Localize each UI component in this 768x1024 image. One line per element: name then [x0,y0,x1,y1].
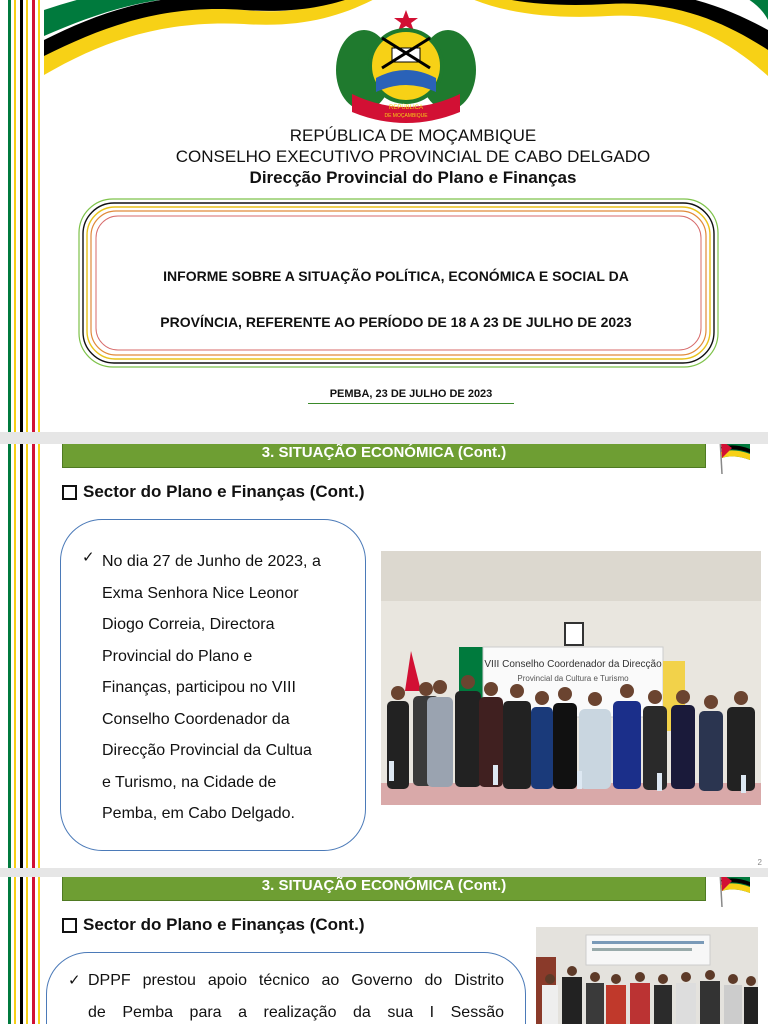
flag-color-stripes [0,444,48,868]
photo-banner-text-1: VIII Conselho Coordenador da Direcção [484,659,662,670]
checkmark-icon: ✓ [82,549,95,566]
subsection-title: Sector do Plano e Finanças (Cont.) [83,482,365,501]
mozambique-flag-icon [714,877,754,909]
flag-ribbon-right [438,0,768,90]
checkbox-bullet-icon [62,918,77,933]
subsection-heading [62,915,364,935]
checkmark-icon: ✓ [68,972,81,989]
svg-text:DE MOÇAMBIQUE: DE MOÇAMBIQUE [384,113,428,119]
bullet-line: DPPF prestou apoio técnico ao Governo do Distrito [88,972,504,989]
slide-page-3 [0,877,768,1024]
report-date: PEMBA, 23 DE JULHO DE 2023 [308,388,514,404]
cover-page [0,0,768,432]
section-title-bar: 3. SITUAÇÃO ECONÓMICA (Cont.) [62,877,706,901]
council-name: CONSELHO EXECUTIVO PROVINCIAL DE CABO DELGADO [175,147,651,166]
directorate-name: Direcção Provincial do Plano e Finanças [249,168,577,187]
flag-color-stripes [0,0,48,432]
bullet-line: Provincial do Plano e [102,647,253,665]
mozambique-flag-icon [714,444,754,476]
subsection-heading [62,482,364,502]
bullet-line: Finanças, participou no VIII [102,679,296,696]
page-number: 2 [757,858,762,867]
bullet-line: No dia 27 de Junho de 2023, a [102,553,321,570]
subsection-title: Sector do Plano e Finanças (Cont.) [83,915,365,934]
country-name: REPÚBLICA DE MOÇAMBIQUE [289,126,537,145]
slide-page-2 [0,444,768,868]
checkbox-bullet-icon [62,485,77,500]
bullet-line: Pemba, em Cabo Delgado. [102,805,295,822]
event-photo [381,551,761,805]
bullet-line: Diogo Correia, Directora [102,616,275,633]
section-title-bar: 3. SITUAÇÃO ECONÓMICA (Cont.) [62,444,706,468]
bullet-line: Conselho Coordenador da [102,710,290,728]
mozambique-emblem [332,8,480,126]
svg-text:REPÚBLICA: REPÚBLICA [388,105,424,111]
bullet-paragraph [102,546,344,830]
bullet-line: e Turismo, na Cidade de [102,773,277,791]
report-title-line-2: PROVÍNCIA, REFERENTE AO PERÍODO DE 18 A 23 DE JULHO DE 2023 [160,314,632,330]
bullet-paragraph [88,965,504,1024]
bullet-line: de Pemba para a realização da sua I Sessão [88,1003,504,1021]
page-gap [0,432,768,444]
bullet-line: Direcção Provincial da Cultua [102,742,312,759]
report-title-line-1: INFORME SOBRE A SITUAÇÃO POLÍTICA, ECONÓMICA E SOCIAL DA [163,268,629,284]
photo-banner-text-2: Provincial da Cultura e Turismo [517,674,629,683]
flag-color-stripes [0,877,48,1024]
bullet-line: Exma Senhora Nice Leonor [102,584,299,602]
event-photo [536,927,758,1024]
page-gap [0,868,768,877]
